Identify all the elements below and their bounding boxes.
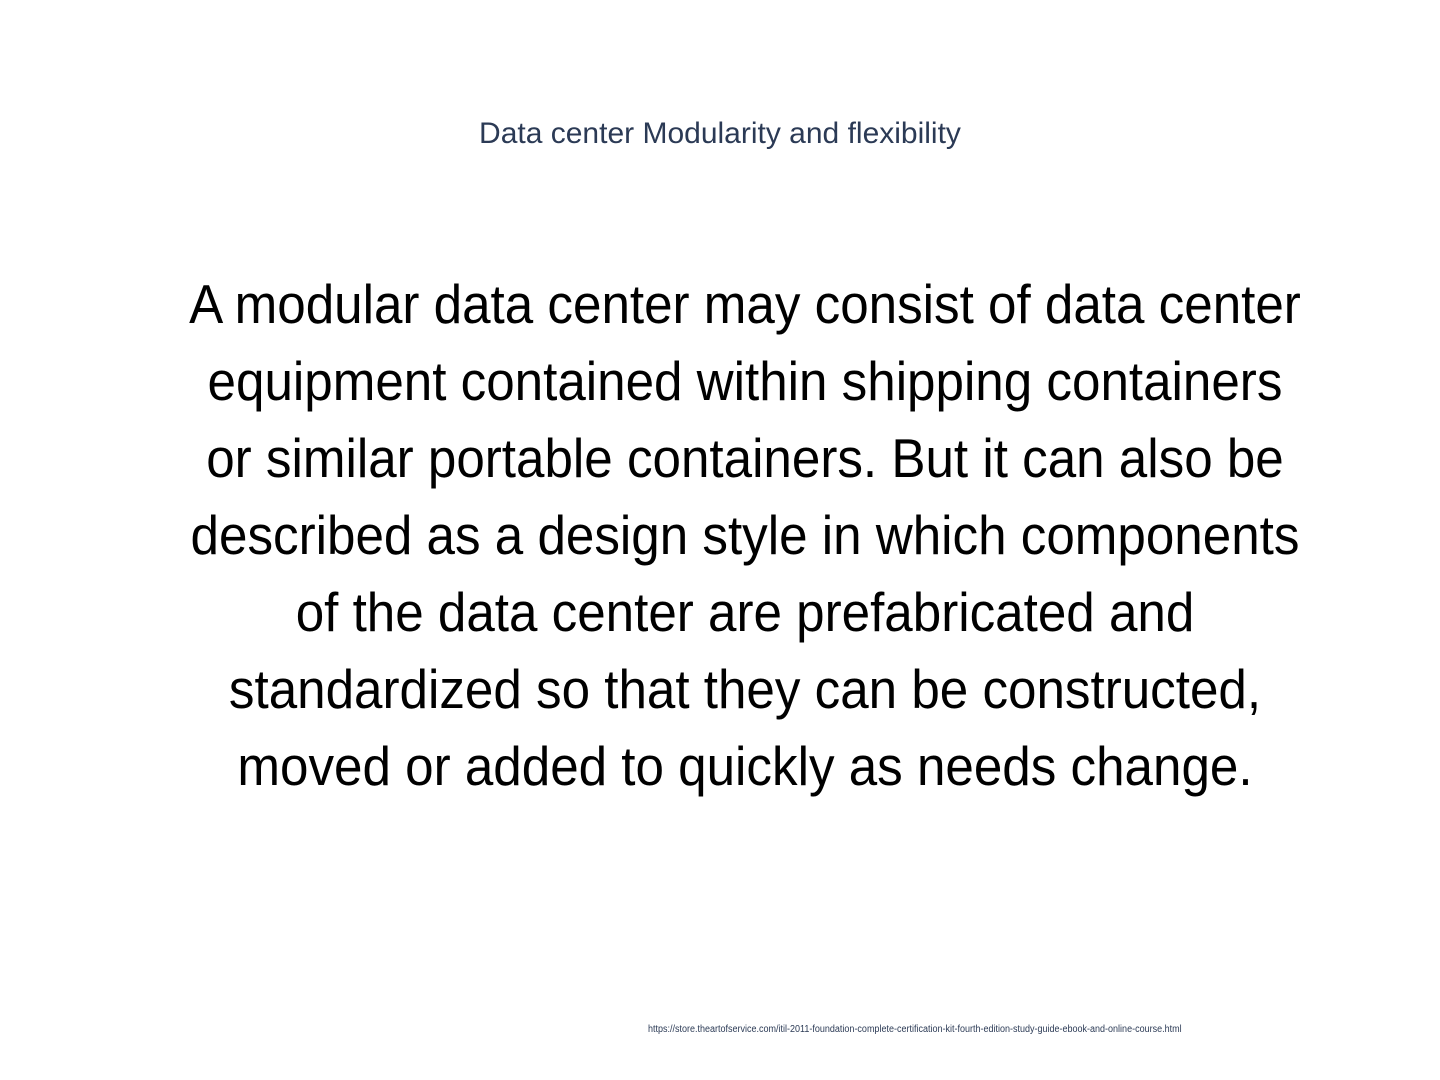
slide-title: Data center Modularity and flexibility	[479, 117, 961, 150]
slide-body-text: A modular data center may consist of data center equipment contained within shipping containers or similar portable containers. But it can also be described as a design style in which components of the data center are prefabricated and standardized so that they can be constructed, moved or added to quickly as needs change.	[189, 273, 1301, 797]
source-url-link[interactable]: https://store.theartofservice.com/itil-2011-foundation-complete-certification-kit-fourth-edition-study-guide-ebook-and-online-course.html	[648, 1024, 1182, 1035]
